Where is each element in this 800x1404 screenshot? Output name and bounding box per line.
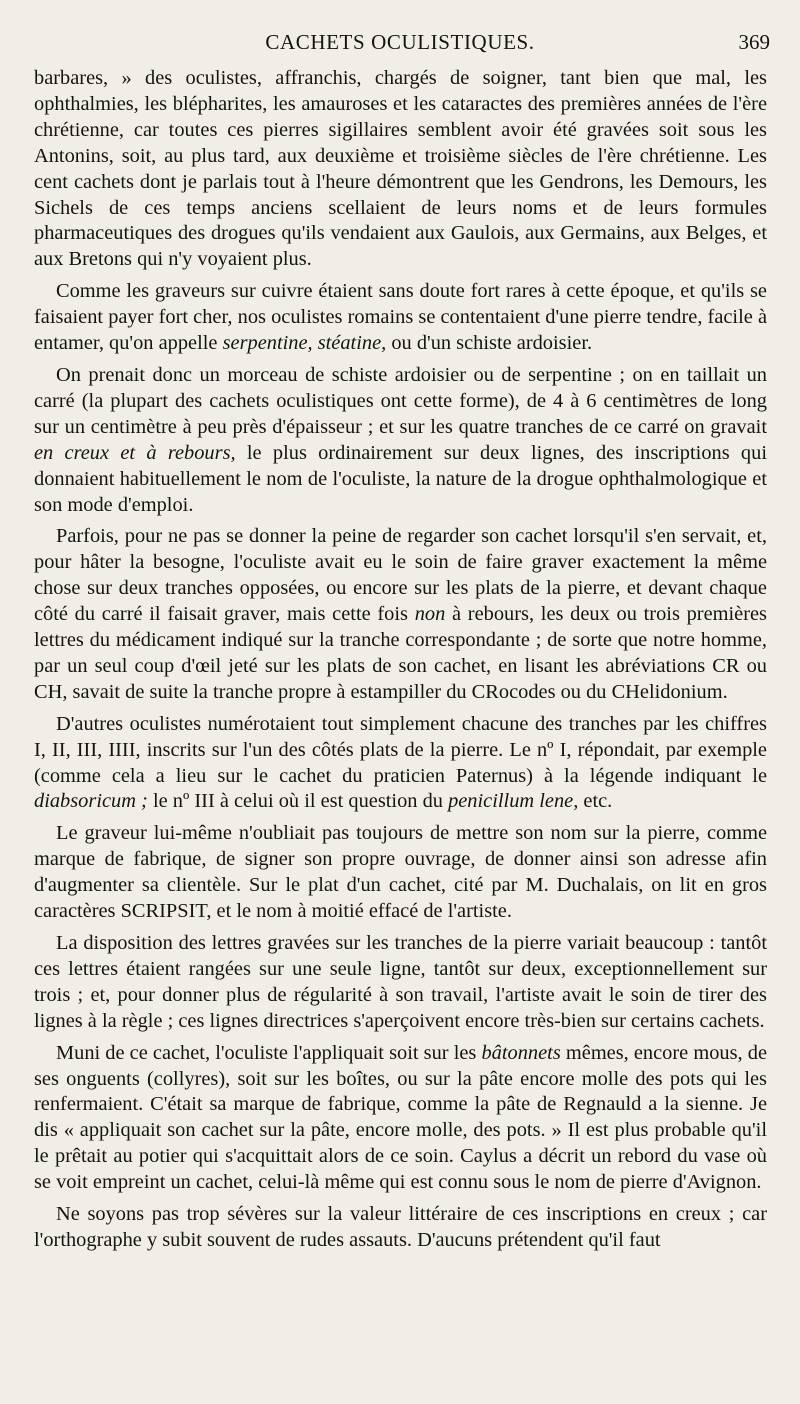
paragraph: [34, 931, 767, 1035]
paragraph: [34, 524, 767, 705]
paragraph: [34, 712, 767, 816]
text-segment: Comme les graveurs sur cuivre étaient sans doute fort rares à cette époque, et qu'ils se faisaient payer fort cher, nos oculistes romains se contentaient d'une pierre tendre, facile à entamer, qu'on appelle: [34, 280, 767, 355]
italic-text: en creux et à rebours,: [34, 441, 236, 464]
text-segment: le plus ordinairement sur deux lignes, des inscriptions qui donnaient habituellement le nom de l'oculiste, la nature de la drogue ophthalmologique et son mode d'emploi.: [34, 441, 767, 516]
running-head: [30, 28, 770, 56]
text-segment: etc.: [578, 790, 613, 813]
text-segment: à rebours, les deux ou trois premières lettres du médicament indiqué sur la tranche correspondante ; de sorte que notre homme, par un seul coup d'œil jeté sur les plats de son cachet, en lisant les abréviations CR ou CH, savait de suite la tranche propre à estampiller du CRocodes ou du CHelidonium.: [34, 603, 767, 703]
paragraph: [34, 1041, 767, 1196]
paragraph: [34, 821, 767, 925]
text-segment: mêmes, encore mous, de ses onguents (collyres), soit sur les boîtes, ou sur la pâte encore molle des pots qui les renfermaient. C'était sa marque de fabrique, comme la pâte de Regnauld a la sienne. Je dis « appliquait son cachet sur la pâte, encore molle, des pots. » Il est plus probable qu'il le prêtait au potier qui s'acquittait alors de ce soin. Caylus a décrit un rebord du vase où se voit empreint un cachet, celui-là même qui est connu sous le nom de pierre d'Avignon.: [34, 1041, 767, 1194]
text-segment: Parfois, pour ne pas se donner la peine de regarder son cachet lorsqu'il s'en servait, et, pour hâter la besogne, l'oculiste avait eu le soin de faire graver exactement la même chose sur deux tranches opposées, ou encore sur les plats de la pierre, et devant chaque côté du carré il faisait graver, mais cette fois: [34, 525, 767, 626]
body-text: [34, 66, 767, 1260]
text-segment: le nº III à celui où il est question du: [147, 790, 449, 813]
italic-text: diabsoricum ;: [34, 790, 148, 813]
paragraph: [34, 279, 767, 357]
italic-text: bâtonnets: [481, 1041, 561, 1064]
text-segment: Le graveur lui-même n'oubliait pas toujours de mettre son nom sur la pierre, comme marque de fabrique, de signer son propre ouvrage, de donner ainsi son adresse afin d'augmenter sa clientèle. Sur le plat d'un cachet, cité par M. Duchalais, on lit en gros caractères SCRIPSIT, et le nom à moitié effacé de l'artiste.: [34, 822, 767, 923]
paragraph: [34, 363, 767, 518]
text-segment: barbares, » des oculistes, affranchis, chargés de soigner, tant bien que mal, les ophthalmies, les blépharites, les amauroses et les cataractes des premières années de l'ère chrétienne, car toutes ces pierres sigillaires semblent avoir été gravées soit sous les Antonins, soit, au plus tard, aux deuxième et troisième siècles de l'ère chrétienne. Les cent cachets dont je parlais tout à l'heure démontrent que les Gendrons, les Demours, les Sichels de ces temps anciens scellaient de leurs noms et de leurs formules pharmaceutiques des drogues qu'ils vendaient aux Gaulois, aux Germains, aux Belges, et aux Bretons qui n'y voyaient plus.: [34, 67, 767, 271]
text-segment: Muni de ce cachet, l'oculiste l'appliquait soit sur les: [56, 1041, 482, 1064]
paragraph: [34, 1202, 767, 1254]
text-segment: La disposition des lettres gravées sur les tranches de la pierre variait beaucoup : tantôt ces lettres étaient rangées sur une seule ligne, tantôt sur deux, exceptionnellement sur trois ; et, pour donner plus de régularité à son travail, l'artiste avait le soin de tirer des lignes à la règle ; ces lignes directrices s'aperçoivent encore très-bien sur certains cachets.: [34, 932, 767, 1032]
running-title: CACHETS OCULISTIQUES.: [265, 30, 535, 54]
italic-text: penicillum lene,: [448, 790, 579, 813]
text-segment: D'autres oculistes numérotaient tout simplement chacune des tranches par les chiffres I, II, III, IIII, inscrits sur l'un des côtés plats de la pierre. Le nº I, répondait, par exemple (comme cela a lieu sur le cachet du praticien Paternus) à la légende indiquant le: [34, 712, 767, 787]
italic-text: non: [414, 603, 446, 626]
text-segment: ou d'un schiste ardoisier.: [386, 332, 593, 355]
italic-text: serpentine, stéatine,: [222, 332, 387, 355]
paragraph: [34, 66, 767, 273]
text-segment: On prenait donc un morceau de schiste ardoisier ou de serpentine ; on en taillait un carré (la plupart des cachets oculistiques ont cette forme), de 4 à 6 centimètres de long sur un centimètre à peu près d'épaisseur ; et sur les quatre tranches de ce carré on gravait: [34, 363, 767, 438]
page-number: 369: [738, 30, 770, 54]
text-segment: Ne soyons pas trop sévères sur la valeur littéraire de ces inscriptions en creux ; car l'orthographe y subit souvent de rudes assauts. D'aucuns prétendent qu'il faut: [34, 1203, 767, 1251]
